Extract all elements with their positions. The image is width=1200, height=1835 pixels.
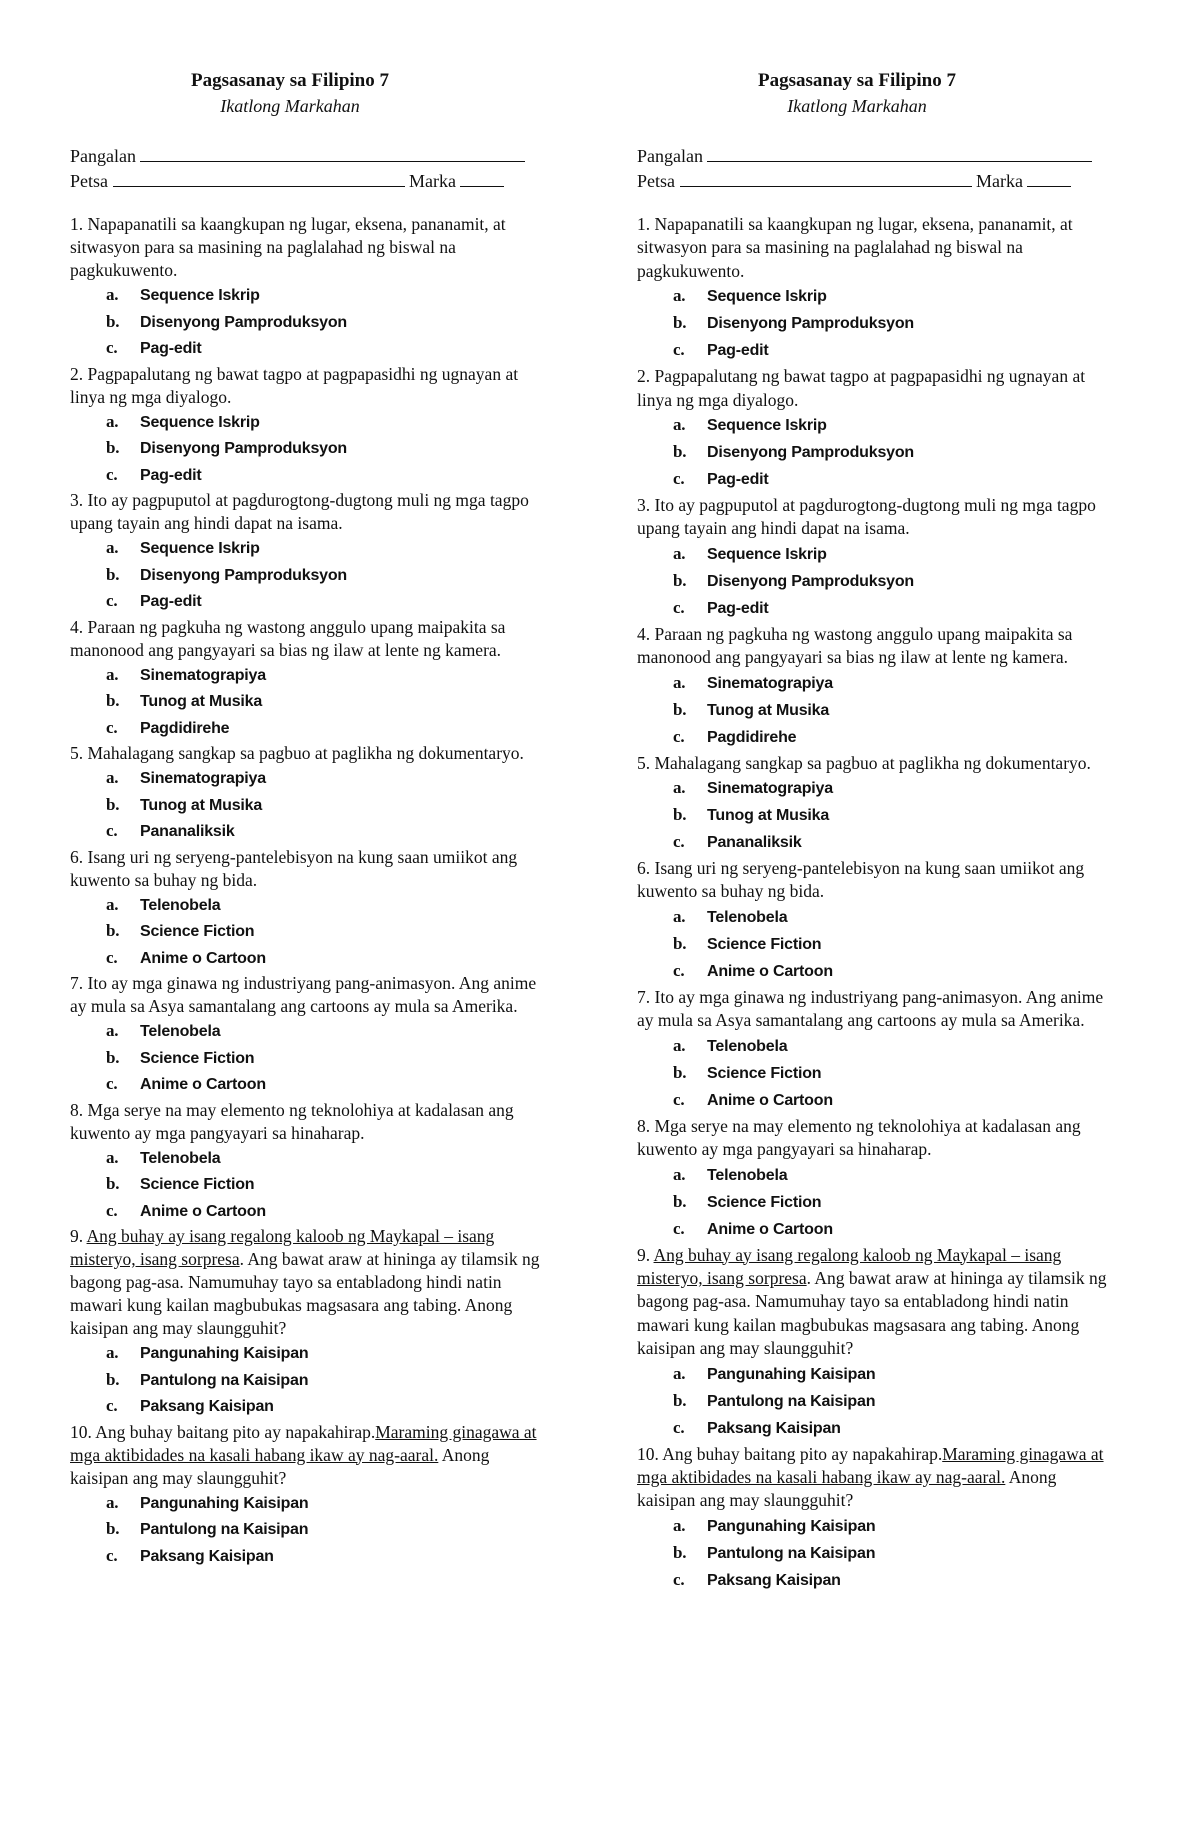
question-3	[637, 494, 1117, 541]
option-text: Science Fiction	[707, 1193, 822, 1211]
option-letter: b.	[673, 442, 687, 462]
option-text: Sinematograpiya	[707, 674, 833, 692]
option-letter: c.	[106, 1200, 118, 1220]
question-options	[70, 1145, 560, 1225]
option-item[interactable]	[106, 945, 560, 972]
question-text: . Ang bawat araw at hininga ay tilamsik ng bagong pag-asa. Namumuhay tayo sa entabladong hindi natin mawari kung kailan magbubukas magsasara ang tabing. Anong kaisipan ang may slaungguhit?	[70, 1249, 540, 1338]
option-letter: b.	[673, 1390, 687, 1410]
option-letter: c.	[673, 726, 685, 746]
option-text: Telenobela	[707, 1037, 788, 1055]
option-item[interactable]	[106, 309, 560, 336]
question-options	[637, 904, 1127, 985]
option-text: Science Fiction	[707, 1064, 822, 1082]
option-item[interactable]	[673, 697, 1127, 724]
option-text: Anime o Cartoon	[140, 1202, 266, 1220]
option-letter: a.	[673, 415, 686, 435]
date-blank-line[interactable]	[680, 169, 972, 187]
option-item[interactable]	[673, 1361, 1127, 1388]
question-options	[70, 535, 560, 615]
option-letter: a.	[106, 768, 119, 787]
option-letter: b.	[673, 805, 687, 825]
option-text: Paksang Kaisipan	[707, 1571, 841, 1589]
question-number: 7.	[70, 973, 84, 993]
date-blank-line[interactable]	[113, 169, 405, 187]
option-item[interactable]	[106, 1145, 560, 1172]
question-8	[70, 1099, 550, 1145]
option-text: Pantulong na Kaisipan	[707, 1544, 876, 1562]
question-number: 4.	[70, 616, 84, 637]
option-item[interactable]	[673, 1567, 1127, 1594]
option-letter: b.	[106, 691, 120, 710]
option-letter: a.	[106, 285, 119, 304]
option-item[interactable]	[673, 439, 1127, 466]
option-letter: b.	[673, 699, 687, 719]
option-letter: c.	[673, 1218, 685, 1238]
question-text: . Ang bawat araw at hininga ay tilamsik ng bagong pag-asa. Namumuhay tayo sa entabladong hindi natin mawari kung kailan magbubukas magsasara ang tabing. Anong kaisipan ang may slaungguhit?	[637, 1267, 1107, 1359]
question-number: 6.	[70, 846, 84, 867]
question-options	[637, 412, 1127, 493]
question-10	[70, 1421, 550, 1490]
option-item[interactable]	[106, 818, 560, 845]
option-item[interactable]	[673, 412, 1127, 439]
question-underlined-text: Ang buhay ay isang regalong kaloob ng Maykapal – isang misteryo, isang sorpresa	[637, 1244, 1062, 1288]
option-text: Science Fiction	[140, 923, 255, 940]
option-letter: a.	[673, 906, 686, 926]
option-text: Paksang Kaisipan	[140, 1547, 274, 1565]
option-item[interactable]	[673, 802, 1127, 829]
option-item[interactable]	[106, 765, 560, 792]
option-letter: a.	[673, 1515, 686, 1535]
option-item[interactable]	[673, 958, 1127, 985]
question-options	[70, 662, 560, 742]
option-letter: a.	[106, 538, 119, 557]
option-item[interactable]	[106, 1198, 560, 1225]
option-letter: c.	[673, 832, 685, 852]
option-item[interactable]	[673, 1216, 1127, 1243]
option-text: Tunog at Musika	[707, 701, 830, 719]
option-text: Pangunahing Kaisipan	[707, 1517, 876, 1535]
option-text: Anime o Cartoon	[707, 1091, 833, 1109]
option-text: Pagdidirehe	[707, 728, 797, 746]
option-text: Pananaliksik	[707, 834, 802, 852]
option-text: Sinematograpiya	[707, 780, 833, 798]
option-item[interactable]	[106, 892, 560, 919]
option-letter: c.	[106, 947, 118, 967]
option-text: Anime o Cartoon	[140, 1076, 266, 1093]
question-number: 7.	[637, 986, 651, 1007]
option-item[interactable]	[673, 724, 1127, 751]
option-letter: c.	[106, 821, 118, 840]
option-text: Disenyong Pamproduksyon	[707, 572, 914, 590]
option-letter: b.	[673, 1062, 687, 1082]
worksheet-title: Pagsasanay sa Filipino 7	[191, 70, 389, 91]
option-text: Sinematograpiya	[140, 770, 266, 787]
option-item[interactable]	[673, 595, 1127, 622]
option-item[interactable]	[673, 1189, 1127, 1216]
header-spacer	[70, 194, 560, 212]
option-letter: a.	[673, 778, 686, 798]
option-letter: b.	[106, 1369, 120, 1389]
question-text: Paraan ng pagkuha ng wastong anggulo upang maipakita sa manonood ang pangyayari sa bias ng ilaw at lente ng kamera.	[70, 616, 506, 660]
option-item[interactable]	[106, 1340, 560, 1367]
option-letter: a.	[106, 1492, 119, 1512]
score-label: Marka	[409, 171, 456, 191]
question-text: Pagpapalutang ng bawat tagpo at pagpapasidhi ng ugnayan at linya ng mga diyalogo.	[70, 363, 519, 407]
question-options	[70, 1340, 560, 1420]
option-letter: c.	[106, 717, 118, 737]
option-text: Pag-edit	[707, 342, 769, 360]
option-letter: c.	[673, 469, 685, 489]
option-letter: a.	[106, 1343, 119, 1362]
option-item[interactable]	[106, 1367, 560, 1394]
question-3	[70, 489, 550, 535]
option-text: Pag-edit	[707, 471, 769, 489]
option-text: Pag-edit	[707, 599, 769, 617]
option-item[interactable]	[673, 1415, 1127, 1442]
option-letter: c.	[106, 464, 118, 484]
option-item[interactable]	[106, 562, 560, 589]
option-text: Pananaliksik	[140, 823, 235, 840]
option-text: Pantulong na Kaisipan	[707, 1392, 876, 1410]
name-field-row	[637, 144, 1127, 169]
option-text: Pag-edit	[140, 466, 202, 484]
option-letter: b.	[673, 933, 687, 953]
option-text: Disenyong Pamproduksyon	[707, 315, 914, 333]
option-text: Anime o Cartoon	[140, 949, 266, 967]
question-number: 2.	[70, 363, 84, 384]
question-7	[637, 986, 1117, 1033]
option-item[interactable]	[673, 466, 1127, 493]
question-text: Pagpapalutang ng bawat tagpo at pagpapasidhi ng ugnayan at linya ng mga diyalogo.	[637, 366, 1086, 410]
question-number: 4.	[637, 623, 651, 644]
option-item[interactable]	[106, 588, 560, 615]
option-letter: c.	[673, 1417, 685, 1437]
question-5	[637, 752, 1117, 775]
option-letter: c.	[673, 1569, 685, 1589]
name-label: Pangalan	[637, 146, 703, 166]
question-text: Mahalagang sangkap sa pagbuo at paglikha ng dokumentaryo.	[654, 752, 1091, 773]
option-text: Disenyong Pamproduksyon	[140, 313, 347, 331]
score-blank-line[interactable]	[460, 169, 504, 187]
option-letter: a.	[106, 1147, 119, 1167]
option-letter: c.	[106, 1074, 118, 1093]
option-text: Pangunahing Kaisipan	[140, 1345, 309, 1362]
question-options	[637, 541, 1127, 622]
option-item[interactable]	[106, 282, 560, 309]
option-letter: b.	[673, 1191, 687, 1211]
option-item[interactable]	[673, 1033, 1127, 1060]
option-text: Pantulong na Kaisipan	[140, 1371, 309, 1389]
question-underlined-text: Ang buhay ay isang regalong kaloob ng Maykapal – isang misteryo, isang sorpresa	[70, 1226, 495, 1269]
question-options	[70, 765, 560, 845]
question-number: 9.	[637, 1244, 651, 1265]
option-item[interactable]	[673, 1087, 1127, 1114]
question-5	[70, 742, 550, 765]
option-text: Science Fiction	[140, 1176, 255, 1193]
option-text: Anime o Cartoon	[707, 1220, 833, 1238]
question-number: 2.	[637, 366, 651, 387]
option-text: Paksang Kaisipan	[707, 1419, 841, 1437]
name-label: Pangalan	[70, 146, 136, 166]
option-item[interactable]	[673, 1513, 1127, 1540]
option-item[interactable]	[673, 310, 1127, 337]
option-letter: a.	[673, 1035, 686, 1055]
worksheet-right-copy	[637, 68, 1127, 1594]
option-letter: a.	[106, 411, 119, 431]
question-text: Napapanatili sa kaangkupan ng lugar, eksena, pananamit, at sitwasyon para sa masining na paglalahad ng biswal na pagkukuwento.	[70, 214, 506, 280]
question-text: Mahalagang sangkap sa pagbuo at paglikha ng dokumentaryo.	[87, 743, 524, 763]
score-label: Marka	[976, 171, 1023, 191]
option-text: Tunog at Musika	[140, 796, 263, 814]
question-underlined-text: Maraming ginagawa at mga aktibidades na kasali habang ikaw ay nag-aaral.	[637, 1443, 1104, 1487]
option-text: Pagdidirehe	[140, 719, 230, 737]
option-letter: b.	[673, 1542, 687, 1562]
question-text: Mga serye na may elemento ng teknolohiya at kadalasan ang kuwento ay mga pangyayari sa hinaharap.	[70, 1099, 514, 1143]
question-options	[70, 282, 560, 362]
option-item[interactable]	[673, 670, 1127, 697]
question-8	[637, 1115, 1117, 1162]
option-text: Pag-edit	[140, 340, 202, 357]
question-text-pre: Ang buhay baitang pito ay napakahirap.	[95, 1421, 376, 1442]
date-label: Petsa	[637, 171, 675, 191]
option-letter: b.	[106, 794, 120, 814]
question-number: 3.	[70, 490, 84, 510]
option-text: Pangunahing Kaisipan	[707, 1365, 876, 1383]
option-item[interactable]	[673, 904, 1127, 931]
option-text: Sequence Iskrip	[707, 288, 827, 306]
question-6	[637, 857, 1117, 904]
question-number: 9.	[70, 1226, 84, 1246]
option-letter: b.	[673, 313, 687, 333]
worksheet-subtitle: Ikatlong Markahan	[787, 96, 927, 116]
question-options	[637, 1162, 1127, 1243]
option-text: Sequence Iskrip	[140, 540, 260, 557]
question-number: 6.	[637, 858, 651, 879]
date-label: Petsa	[70, 171, 108, 191]
question-options	[637, 1361, 1127, 1442]
option-letter: c.	[106, 1545, 118, 1565]
question-options	[70, 1490, 560, 1570]
question-options	[70, 1018, 560, 1098]
name-blank-line[interactable]	[707, 144, 1092, 162]
option-text: Sequence Iskrip	[707, 417, 827, 435]
name-blank-line[interactable]	[140, 144, 525, 162]
option-letter: a.	[106, 894, 119, 914]
option-text: Tunog at Musika	[140, 693, 263, 710]
option-item[interactable]	[673, 1060, 1127, 1087]
option-letter: a.	[106, 664, 119, 684]
option-item[interactable]	[106, 662, 560, 689]
question-number: 10.	[637, 1443, 659, 1464]
option-text: Pantulong na Kaisipan	[140, 1521, 309, 1538]
option-letter: c.	[673, 597, 685, 617]
option-letter: a.	[673, 1363, 686, 1383]
option-text: Telenobela	[707, 1166, 788, 1184]
question-1	[70, 213, 550, 282]
option-item[interactable]	[106, 1171, 560, 1198]
question-number: 10.	[70, 1421, 92, 1442]
option-text: Pangunahing Kaisipan	[140, 1494, 309, 1512]
question-text: Napapanatili sa kaangkupan ng lugar, eksena, pananamit, at sitwasyon para sa masining na paglalahad ng biswal na pagkukuwento.	[637, 214, 1073, 281]
option-text: Sequence Iskrip	[140, 287, 260, 304]
question-text: Paraan ng pagkuha ng wastong anggulo upang maipakita sa manonood ang pangyayari sa bias ng ilaw at lente ng kamera.	[637, 623, 1073, 668]
option-letter: a.	[106, 1021, 119, 1040]
option-letter: b.	[673, 570, 687, 590]
question-10	[637, 1443, 1117, 1513]
question-text: Anong kaisipan ang may slaungguhit?	[70, 1444, 490, 1488]
worksheet-title: Pagsasanay sa Filipino 7	[758, 70, 956, 91]
option-item[interactable]	[673, 829, 1127, 856]
question-number: 5.	[637, 752, 651, 773]
date-score-row	[70, 169, 560, 194]
option-letter: b.	[106, 438, 120, 457]
option-text: Telenobela	[140, 1023, 221, 1040]
option-text: Science Fiction	[140, 1049, 255, 1067]
question-text: Ito ay mga ginawa ng industriyang pang-animasyon. Ang anime ay mula sa Asya samantalang ang cartoons ay mula sa Amerika.	[70, 973, 537, 1016]
question-options	[637, 1033, 1127, 1114]
option-letter: b.	[106, 311, 120, 331]
option-item[interactable]	[106, 1018, 560, 1045]
question-options	[637, 283, 1127, 364]
option-text: Anime o Cartoon	[707, 962, 833, 980]
option-item[interactable]	[106, 1071, 560, 1098]
option-item[interactable]	[106, 688, 560, 715]
option-item[interactable]	[106, 535, 560, 562]
question-6	[70, 846, 550, 892]
worksheet-subtitle: Ikatlong Markahan	[220, 96, 360, 116]
option-text: Telenobela	[140, 1149, 221, 1167]
option-item[interactable]	[673, 337, 1127, 364]
option-item[interactable]	[106, 792, 560, 819]
option-item[interactable]	[106, 1045, 560, 1072]
option-letter: c.	[106, 338, 118, 357]
question-underlined-text: Maraming ginagawa at mga aktibidades na kasali habang ikaw ay nag-aaral.	[70, 1421, 537, 1465]
option-item[interactable]	[106, 918, 560, 945]
option-item[interactable]	[106, 1490, 560, 1517]
option-letter: c.	[106, 591, 118, 610]
option-letter: c.	[106, 1396, 118, 1415]
option-text: Telenobela	[140, 896, 221, 914]
question-number: 3.	[637, 495, 651, 516]
option-item[interactable]	[106, 1543, 560, 1570]
option-letter: b.	[106, 1174, 120, 1193]
worksheet-left-copy	[70, 68, 560, 1569]
option-text: Sinematograpiya	[140, 666, 266, 684]
option-item[interactable]	[673, 775, 1127, 802]
option-text: Pag-edit	[140, 593, 202, 610]
question-9	[70, 1225, 550, 1340]
question-text: Isang uri ng seryeng-pantelebisyon na kung saan umiikot ang kuwento sa buhay ng bida.	[70, 846, 518, 890]
question-number: 5.	[70, 743, 84, 763]
option-item[interactable]	[673, 931, 1127, 958]
option-text: Science Fiction	[707, 935, 822, 953]
option-letter: c.	[673, 1089, 685, 1109]
option-item[interactable]	[673, 1388, 1127, 1415]
question-2	[70, 363, 550, 409]
question-text: Ito ay pagpuputol at pagdurogtong-dugtong muli ng mga tagpo upang tayain ang hindi dapat na isama.	[637, 495, 1096, 539]
option-letter: b.	[106, 1519, 120, 1538]
name-field-row	[70, 144, 560, 169]
option-item[interactable]	[106, 335, 560, 362]
question-options	[70, 409, 560, 489]
option-letter: b.	[106, 564, 120, 584]
option-letter: a.	[673, 672, 686, 692]
option-letter: b.	[106, 1047, 120, 1067]
option-text: Disenyong Pamproduksyon	[140, 566, 347, 584]
question-7	[70, 972, 550, 1018]
question-options	[637, 775, 1127, 856]
option-text: Tunog at Musika	[707, 807, 830, 825]
option-text: Sequence Iskrip	[707, 545, 827, 563]
option-item[interactable]	[106, 435, 560, 462]
option-text: Telenobela	[707, 908, 788, 926]
date-score-row	[637, 169, 1127, 194]
question-number: 8.	[70, 1099, 84, 1120]
option-letter: b.	[106, 921, 120, 940]
question-options	[637, 670, 1127, 751]
option-letter: c.	[673, 340, 685, 360]
option-item[interactable]	[673, 1162, 1127, 1189]
option-item[interactable]	[106, 462, 560, 489]
option-letter: a.	[673, 543, 686, 563]
question-text: Ito ay mga ginawa ng industriyang pang-animasyon. Ang anime ay mula sa Asya samantalang ang cartoons ay mula sa Amerika.	[637, 986, 1104, 1031]
question-number: 1.	[637, 214, 651, 234]
question-text-pre: Ang buhay baitang pito ay napakahirap.	[662, 1443, 943, 1464]
question-1	[637, 213, 1117, 283]
score-blank-line[interactable]	[1027, 169, 1071, 187]
option-item[interactable]	[673, 541, 1127, 568]
option-item[interactable]	[106, 409, 560, 436]
question-text: Mga serye na may elemento ng teknolohiya at kadalasan ang kuwento ay mga pangyayari sa hinaharap.	[637, 1115, 1081, 1160]
option-letter: c.	[673, 960, 685, 980]
option-item[interactable]	[106, 715, 560, 742]
question-text: Ito ay pagpuputol at pagdurogtong-dugtong muli ng mga tagpo upang tayain ang hindi dapat na isama.	[70, 490, 529, 533]
option-item[interactable]	[673, 1540, 1127, 1567]
option-text: Sequence Iskrip	[140, 413, 260, 431]
question-2	[637, 365, 1117, 412]
option-item[interactable]	[673, 568, 1127, 595]
option-letter: a.	[673, 1164, 686, 1184]
question-9	[637, 1244, 1117, 1361]
question-number: 1.	[70, 214, 84, 234]
question-options	[637, 1513, 1127, 1594]
option-text: Paksang Kaisipan	[140, 1398, 274, 1415]
question-options	[70, 892, 560, 972]
option-letter: a.	[673, 286, 686, 306]
question-4	[70, 616, 550, 662]
option-text: Disenyong Pamproduksyon	[707, 444, 914, 462]
question-text: Isang uri ng seryeng-pantelebisyon na kung saan umiikot ang kuwento sa buhay ng bida.	[637, 858, 1085, 902]
option-text: Disenyong Pamproduksyon	[140, 440, 347, 457]
question-number: 8.	[637, 1115, 651, 1136]
option-item[interactable]	[673, 283, 1127, 310]
header-spacer	[637, 194, 1127, 212]
question-4	[637, 623, 1117, 670]
question-text: Anong kaisipan ang may slaungguhit?	[637, 1466, 1057, 1511]
option-item[interactable]	[106, 1516, 560, 1543]
option-item[interactable]	[106, 1393, 560, 1420]
